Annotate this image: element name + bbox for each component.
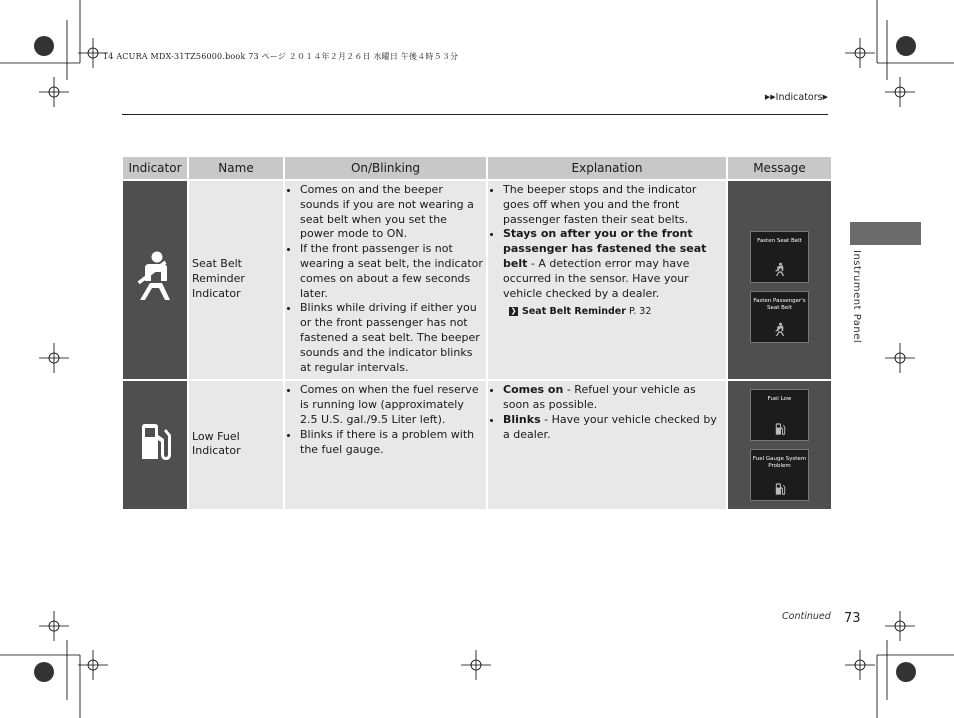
display-message [750, 449, 809, 501]
section-tab-label: Instrument Panel [851, 250, 862, 344]
breadcrumb-arrow-icon: ▶▶ [764, 93, 776, 101]
fuel-pump-icon [774, 483, 785, 496]
list-item: • Blinks while driving if either you or the front passenger has not fastened a seat belt. The beeper sounds and the indicator blinks at regular intervals. [300, 301, 483, 375]
page-number: 73 [844, 611, 861, 626]
display-message-text: Fasten Passenger's Seat Belt [753, 298, 806, 311]
cross-reference-link[interactable] [509, 305, 723, 320]
list-item [503, 413, 723, 443]
display-message-text: Fuel Low [767, 396, 792, 403]
breadcrumb-label[interactable]: Indicators [775, 92, 823, 103]
explanation-cell [488, 181, 726, 379]
explanation-bold: Comes on [503, 383, 564, 397]
section-tab[interactable] [850, 222, 921, 245]
table-row [123, 381, 831, 509]
indicator-cell [123, 381, 187, 509]
on-blinking-cell [285, 181, 486, 379]
message-cell [728, 181, 831, 379]
explanation-text: The beeper stops and the indicator goes off when you and the front passenger fasten their seat belts. [503, 183, 697, 226]
column-header-indicator: Indicator [123, 157, 187, 179]
list-item: • Comes on and the beeper sounds if you are not wearing a seat belt when you set the power mode to ON. [300, 183, 483, 242]
message-cell [728, 381, 831, 509]
table-header-row [123, 157, 831, 179]
display-message-text: Fuel Gauge System Problem [752, 456, 807, 470]
print-header: 14 ACURA MDX-31TZ56000.book 73 ページ ２０１４年２月２６日 水曜日 午後４時５３分 [103, 52, 459, 61]
explanation-text: - Have your vehicle checked by a dealer. [503, 412, 717, 441]
explanation-bold: Blinks [503, 412, 541, 426]
on-blinking-cell [285, 381, 486, 509]
explanation-cell [488, 381, 726, 509]
list-item: • If the front passenger is not wearing a seat belt, the indicator comes on about a few seconds later. [300, 242, 483, 301]
seat-belt-icon [133, 250, 177, 306]
indicator-table [121, 155, 833, 511]
display-message [750, 231, 809, 283]
column-header-name: Name [189, 157, 283, 179]
indicator-cell [123, 181, 187, 379]
column-header-message: Message [728, 157, 831, 179]
fuel-pump-icon [138, 423, 172, 463]
column-header-explanation: Explanation [488, 157, 726, 179]
column-header-on-blinking: On/Blinking [285, 157, 486, 179]
seat-belt-icon [774, 322, 786, 338]
list-item [503, 183, 723, 227]
seat-belt-icon [774, 262, 786, 278]
display-message [750, 291, 809, 343]
explanation-text: - A detection error may have occurred in the sensor. Have your vehicle checked by a dealer. [503, 256, 690, 300]
display-message-text: Fasten Seat Belt [757, 238, 802, 244]
table-row [123, 181, 831, 379]
fuel-pump-icon [774, 423, 785, 436]
breadcrumb [765, 92, 828, 103]
list-item: • Blinks if there is a problem with the fuel gauge. [300, 428, 483, 458]
breadcrumb-arrow-icon: ▶ [822, 93, 828, 101]
reference-page: P. 32 [628, 306, 652, 318]
indicator-name: Low Fuel Indicator [189, 381, 283, 509]
display-message [750, 389, 809, 441]
list-item: • Comes on when the fuel reserve is running low (approximately 2.5 U.S. gal./9.5 Liter left). [300, 383, 483, 427]
continued-label: Continued [782, 611, 831, 622]
explanation-bold: Stays on after you or the front passenger has fastened the seat belt [503, 227, 707, 270]
list-item [503, 383, 723, 413]
reference-arrow-icon: ❯ [510, 307, 517, 316]
header-rule [122, 114, 828, 115]
indicator-name: Seat Belt Reminder Indicator [189, 181, 283, 379]
reference-title: Seat Belt Reminder [522, 306, 626, 318]
explanation-text: - Refuel your vehicle as soon as possible. [503, 383, 696, 412]
list-item [503, 227, 723, 301]
